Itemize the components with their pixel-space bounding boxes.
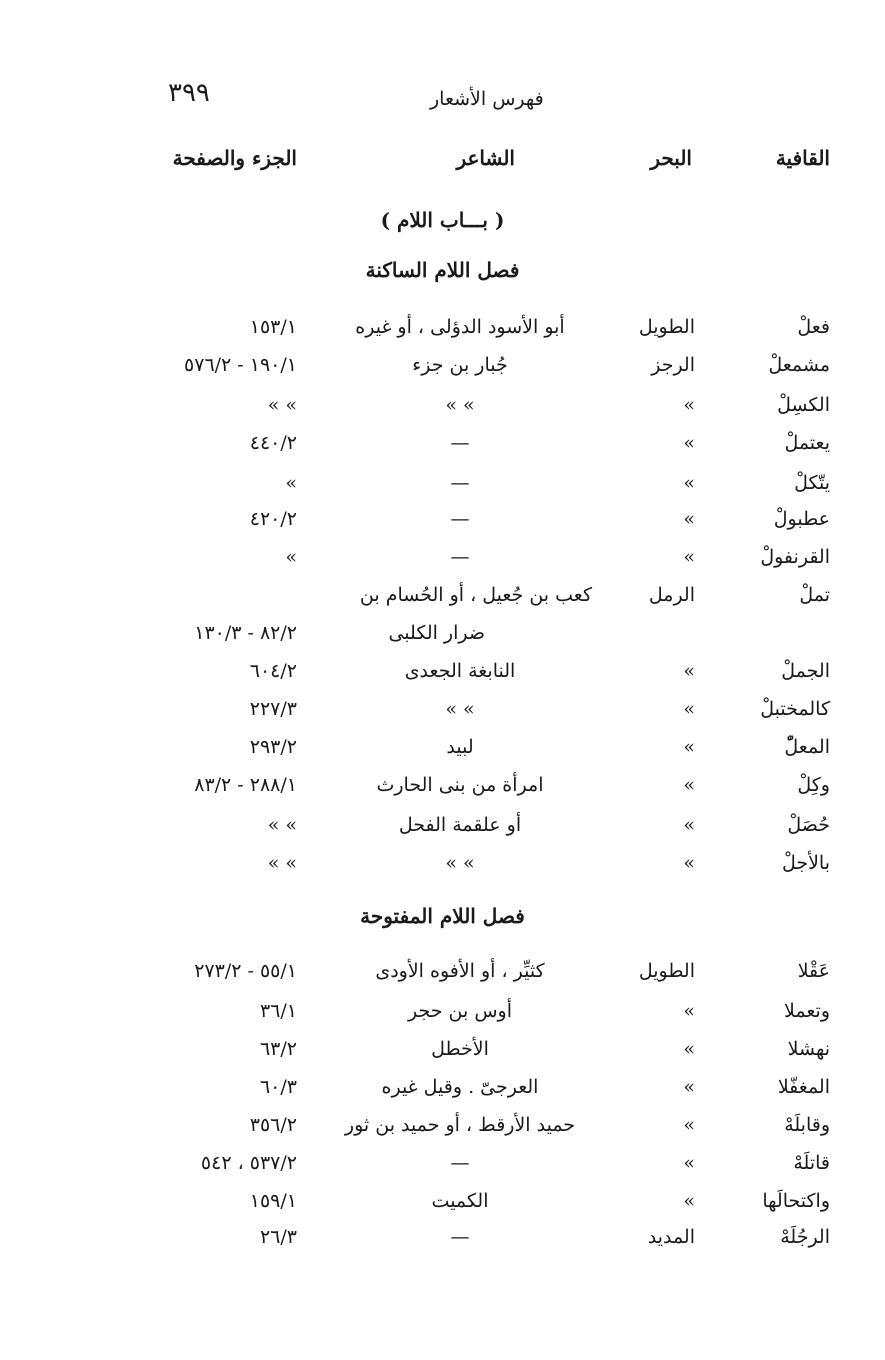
juz-cell: ٢٩٣/٢ (249, 736, 297, 758)
shaer-cell: — (450, 508, 470, 530)
qafia-cell: الكسِلْ (777, 394, 830, 416)
column-header-juz: الجزء والصفحة (172, 146, 297, 170)
bahr-cell: الرمل (648, 584, 695, 606)
shaer-cell: كثيِّر ، أو الأفوه الأودى (375, 960, 545, 982)
running-head: فهرس الأشعار (430, 88, 544, 110)
qafia-cell: عَقْلا (797, 960, 830, 982)
shaer-cell: أو علقمة الفحل (398, 814, 522, 836)
qafia-cell: المعلّْ (784, 736, 830, 758)
shaer-cell: — (450, 1226, 470, 1248)
qafia-cell: حُصَلْ (787, 814, 830, 836)
shaer-cell: امرأة من بنى الحارث (376, 774, 544, 796)
column-header-shaer: الشاعر (456, 146, 515, 170)
qafia-cell: وكِلْ (797, 774, 830, 796)
shaer-cell: كعب بن جُعيل ، أو الحُسام بن (359, 584, 592, 606)
juz-cell: » » (267, 394, 297, 416)
bahr-cell: » (683, 546, 695, 568)
chapter-title: ( بـــاب اللام ) (380, 208, 505, 232)
bahr-cell: » (683, 1000, 695, 1022)
qafia-cell: بالأجلْ (781, 852, 830, 874)
column-header-qafia: القافية (775, 146, 830, 170)
qafia-cell: كالمختبلْ (760, 698, 830, 720)
qafia-cell: تملْ (799, 584, 830, 606)
juz-cell: ٤٢٠/٢ (249, 508, 297, 530)
shaer-cell: أوس بن حجر (408, 1000, 512, 1022)
shaer-cell: الكميت (431, 1190, 489, 1212)
juz-cell: ٢٦/٣ (259, 1226, 297, 1248)
qafia-cell: قاتلَهْ (793, 1152, 830, 1174)
bahr-cell: » (683, 1190, 695, 1212)
shaer-cell: — (450, 432, 470, 454)
shaer-cell: جُبار بن جزء (412, 354, 508, 376)
bahr-cell: » (683, 1038, 695, 1060)
juz-cell: ٥٥/١ - ٢٧٣/٢ (194, 960, 297, 982)
bahr-cell: » (683, 394, 695, 416)
juz-cell: ٣٥٦/٢ (249, 1114, 297, 1136)
bahr-cell: » (683, 698, 695, 720)
shaer-cell: أبو الأسود الدؤلى ، أو غيره (355, 316, 565, 338)
juz-cell: » » (267, 852, 297, 874)
qafia-cell: القرنفولْ (760, 546, 830, 568)
shaer-cell: » » (445, 698, 475, 720)
bahr-cell: » (683, 660, 695, 682)
bahr-cell: » (683, 1076, 695, 1098)
bahr-cell: الرجز (651, 354, 695, 376)
column-header-bahr: البحر (650, 146, 692, 170)
shaer-cell: — (450, 1152, 470, 1174)
bahr-cell: » (683, 432, 695, 454)
juz-cell: ٤٤٠/٢ (249, 432, 297, 454)
juz-cell: ٦٠/٣ (259, 1076, 297, 1098)
qafia-cell: نهشلا (787, 1038, 830, 1060)
shaer-cell: ضرار الكلبى (388, 622, 485, 644)
bahr-cell: » (683, 1114, 695, 1136)
juz-cell: ١٥٣/١ (249, 316, 297, 338)
juz-cell: ١٩٠/١ - ٥٧٦/٢ (184, 354, 297, 376)
bahr-cell: الطويل (638, 316, 695, 338)
bahr-cell: » (683, 472, 695, 494)
shaer-cell: — (450, 546, 470, 568)
bahr-cell: المديد (647, 1226, 695, 1248)
juz-cell: » (285, 546, 297, 568)
shaer-cell: لبيد (446, 736, 474, 758)
juz-cell: » (285, 472, 297, 494)
juz-cell: ٨٢/٢ - ١٣٠/٣ (194, 622, 297, 644)
qafia-cell: وتعملا (784, 1000, 830, 1022)
shaer-cell: العرجىّ . وقيل غيره (381, 1076, 539, 1098)
bahr-cell: » (683, 508, 695, 530)
qafia-cell: عطبولْ (773, 508, 830, 530)
shaer-cell: » » (445, 852, 475, 874)
qafia-cell: الرجُلَهْ (780, 1226, 830, 1248)
qafia-cell: فعلْ (797, 316, 830, 338)
bahr-cell: » (683, 774, 695, 796)
bahr-cell: » (683, 852, 695, 874)
qafia-cell: وقابلَهْ (784, 1114, 830, 1136)
juz-cell: ٦٠٤/٢ (249, 660, 297, 682)
bahr-cell: » (683, 814, 695, 836)
qafia-cell: واكتحالَها (762, 1190, 830, 1212)
juz-cell: ٢٨٨/١ - ٨٣/٢ (194, 774, 297, 796)
shaer-cell: » » (445, 394, 475, 416)
page-number: ٣٩٩ (168, 78, 210, 108)
bahr-cell: » (683, 736, 695, 758)
section-title: فصل اللام الساكنة (365, 258, 520, 282)
juz-cell: ٦٣/٢ (259, 1038, 297, 1060)
shaer-cell: الأخطل (431, 1038, 489, 1060)
qafia-cell: مشمعلْ (768, 354, 830, 376)
juz-cell: ٣٦/١ (259, 1000, 297, 1022)
juz-cell: ٢٢٧/٣ (249, 698, 297, 720)
juz-cell: ١٥٩/١ (249, 1190, 297, 1212)
juz-cell: » » (267, 814, 297, 836)
qafia-cell: يعتملْ (784, 432, 830, 454)
qafia-cell: المغفّلا (777, 1076, 830, 1098)
shaer-cell: حميد الأرقط ، أو حميد بن ثور (344, 1114, 576, 1136)
shaer-cell: النابغة الجعدى (404, 660, 516, 682)
bahr-cell: الطويل (638, 960, 695, 982)
section-title: فصل اللام المفتوحة (360, 904, 525, 928)
bahr-cell: » (683, 1152, 695, 1174)
juz-cell: ٥٣٧/٢ ، ٥٤٢ (200, 1152, 297, 1174)
qafia-cell: الجملْ (781, 660, 830, 682)
shaer-cell: — (450, 472, 470, 494)
qafia-cell: يتّكلْ (794, 472, 830, 494)
